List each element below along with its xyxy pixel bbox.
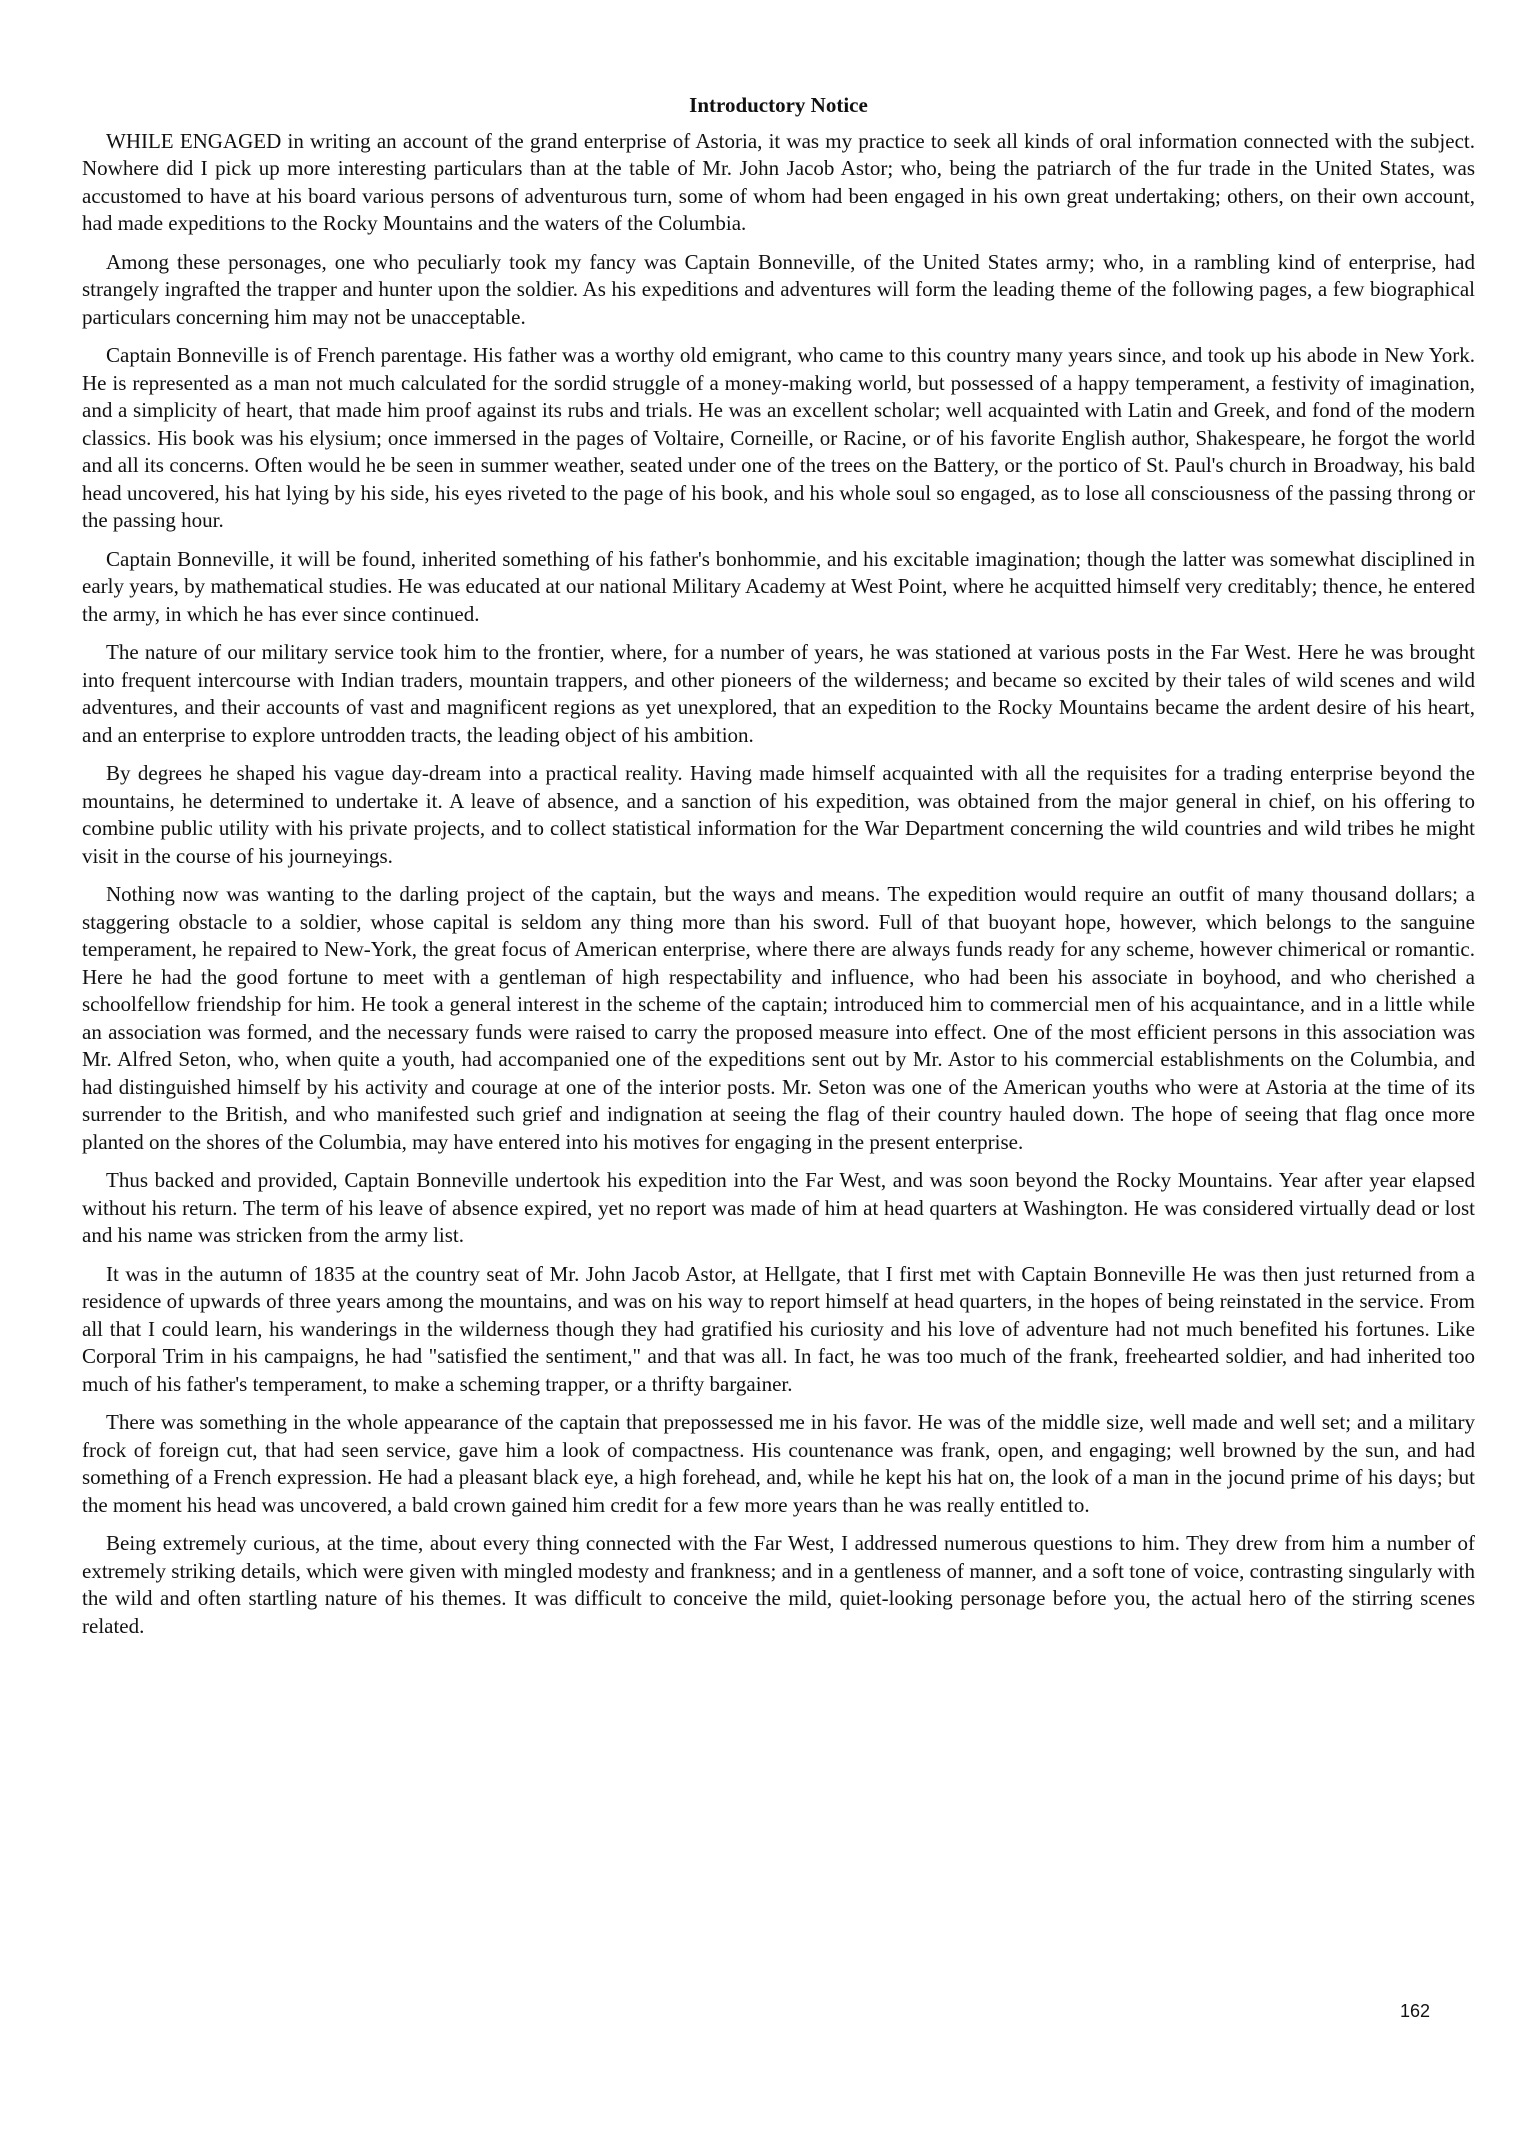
page-title: Introductory Notice (689, 93, 868, 117)
paragraph-10: There was something in the whole appearance of the captain that prepossessed me in his favor. He was of the middle size, well made and well set; and a military frock of foreign cut, that had seen service, gave him a look of compactness. His countenance was frank, open, and engaging; well browned by the sun, and had something of a French expression. He had a pleasant black eye, a high forehead, and, while he kept his hat on, the look of a man in the jocund prime of his days; but the moment his head was uncovered, a bald crown gained him credit for a few more years than he was really entitled to. (82, 1410, 1475, 1517)
paragraph-7: Nothing now was wanting to the darling project of the captain, but the ways and means. The expedition would require an outfit of many thousand dollars; a staggering obstacle to a soldier, whose capital is seldom any thing more than his sword. Full of that buoyant hope, however, which belongs to the sanguine temperament, he repaired to New-York, the great focus of American enterprise, where there are always funds ready for any scheme, however chimerical or romantic. Here he had the good fortune to meet with a gentleman of high respectability and influence, who had been his associate in boyhood, and who cherished a schoolfellow friendship for him. He took a general interest in the scheme of the captain; introduced him to commercial men of his acquaintance, and in a little while an association was formed, and the necessary funds were raised to carry the proposed measure into effect. One of the most efficient persons in this association was Mr. Alfred Seton, who, when quite a youth, had accompanied one of the expeditions sent out by Mr. Astor to his commercial establishments on the Columbia, and had distinguished himself by his activity and courage at one of the interior posts. Mr. Seton was one of the American youths who were at Astoria at the time of its surrender to the British, and who manifested such grief and indignation at seeing the flag of their country hauled down. The hope of seeing that flag once more planted on the shores of the Columbia, may have entered into his motives for engaging in the present enterprise. (82, 882, 1475, 1154)
paragraph-8: Thus backed and provided, Captain Bonneville undertook his expedition into the Far West, and was soon beyond the Rocky Mountains. Year after year elapsed without his return. The term of his leave of absence expired, yet no report was made of him at head quarters at Washington. He was considered virtually dead or lost and his name was stricken from the army list. (82, 1168, 1475, 1247)
paragraph-6: By degrees he shaped his vague day-dream into a practical reality. Having made himself acquainted with all the requisites for a trading enterprise beyond the mountains, he determined to undertake it. A leave of absence, and a sanction of his expedition, was obtained from the major general in chief, on his offering to combine public utility with his private projects, and to collect statistical information for the War Department concerning the wild countries and wild tribes he might visit in the course of his journeyings. (82, 761, 1475, 868)
paragraph-5: The nature of our military service took him to the frontier, where, for a number of years, he was stationed at various posts in the Far West. Here he was brought into frequent intercourse with Indian traders, mountain trappers, and other pioneers of the wilderness; and became so excited by their tales of wild scenes and wild adventures, and their accounts of vast and magnificent regions as yet unexplored, that an expedition to the Rocky Mountains became the ardent desire of his heart, and an enterprise to explore untrodden tracts, the leading object of his ambition. (82, 640, 1475, 747)
paragraph-4: Captain Bonneville, it will be found, inherited something of his father's bonhommie, and his excitable imagination; though the latter was somewhat disciplined in early years, by mathematical studies. He was educated at our national Military Academy at West Point, where he acquitted himself very creditably; thence, he entered the army, in which he has ever since continued. (82, 546, 1475, 626)
paragraph-11: Being extremely curious, at the time, about every thing connected with the Far West, I addressed numerous questions to him. They drew from him a number of extremely striking details, which were given with mingled modesty and frankness; and in a gentleness of manner, and a soft tone of voice, contrasting singularly with the wild and often startling nature of his themes. It was difficult to conceive the mild, quiet-looking personage before you, the actual hero of the stirring scenes related. (82, 1531, 1475, 1638)
document-page (82, 92, 1475, 1651)
paragraph-3: Captain Bonneville is of French parentage. His father was a worthy old emigrant, who came to this country many years since, and took up his abode in New York. He is represented as a man not much calculated for the sordid struggle of a money-making world, but possessed of a happy temperament, a festivity of imagination, and a simplicity of heart, that made him proof against its rubs and trials. He was an excellent scholar; well acquainted with Latin and Greek, and fond of the modern classics. His book was his elysium; once immersed in the pages of Voltaire, Corneille, or Racine, or of his favorite English author, Shakespeare, he forgot the world and all its concerns. Often would he be seen in summer weather, seated under one of the trees on the Battery, or the portico of St. Paul's church in Broadway, his bald head uncovered, his hat lying by his side, his eyes riveted to the page of his book, and his whole soul so engaged, as to lose all consciousness of the passing throng or the passing hour. (82, 343, 1475, 532)
paragraph-1: WHILE ENGAGED in writing an account of the grand enterprise of Astoria, it was my practice to seek all kinds of oral information connected with the subject. Nowhere did I pick up more interesting particulars than at the table of Mr. John Jacob Astor; who, being the patriarch of the fur trade in the United States, was accustomed to have at his board various persons of adventurous turn, some of whom had been engaged in his own great undertaking; others, on their own account, had made expeditions to the Rocky Mountains and the waters of the Columbia. (82, 128, 1475, 235)
page-number: 162 (1399, 2001, 1430, 2021)
paragraph-2: Among these personages, one who peculiarly took my fancy was Captain Bonneville, of the United States army; who, in a rambling kind of enterprise, had strangely ingrafted the trapper and hunter upon the soldier. As his expeditions and adventures will form the leading theme of the following pages, a few biographical particulars concerning him may not be unacceptable. (82, 249, 1475, 329)
paragraph-9: It was in the autumn of 1835 at the country seat of Mr. John Jacob Astor, at Hellgate, that I first met with Captain Bonneville He was then just returned from a residence of upwards of three years among the mountains, and was on his way to report himself at head quarters, in the hopes of being reinstated in the service. From all that I could learn, his wanderings in the wilderness though they had gratified his curiosity and his love of adventure had not much benefited his fortunes. Like Corporal Trim in his campaigns, he had "satisfied the sentiment," and that was all. In fact, he was too much of the frank, freehearted soldier, and had inherited too much of his father's temperament, to make a scheming trapper, or a thrifty bargainer. (82, 1261, 1475, 1396)
